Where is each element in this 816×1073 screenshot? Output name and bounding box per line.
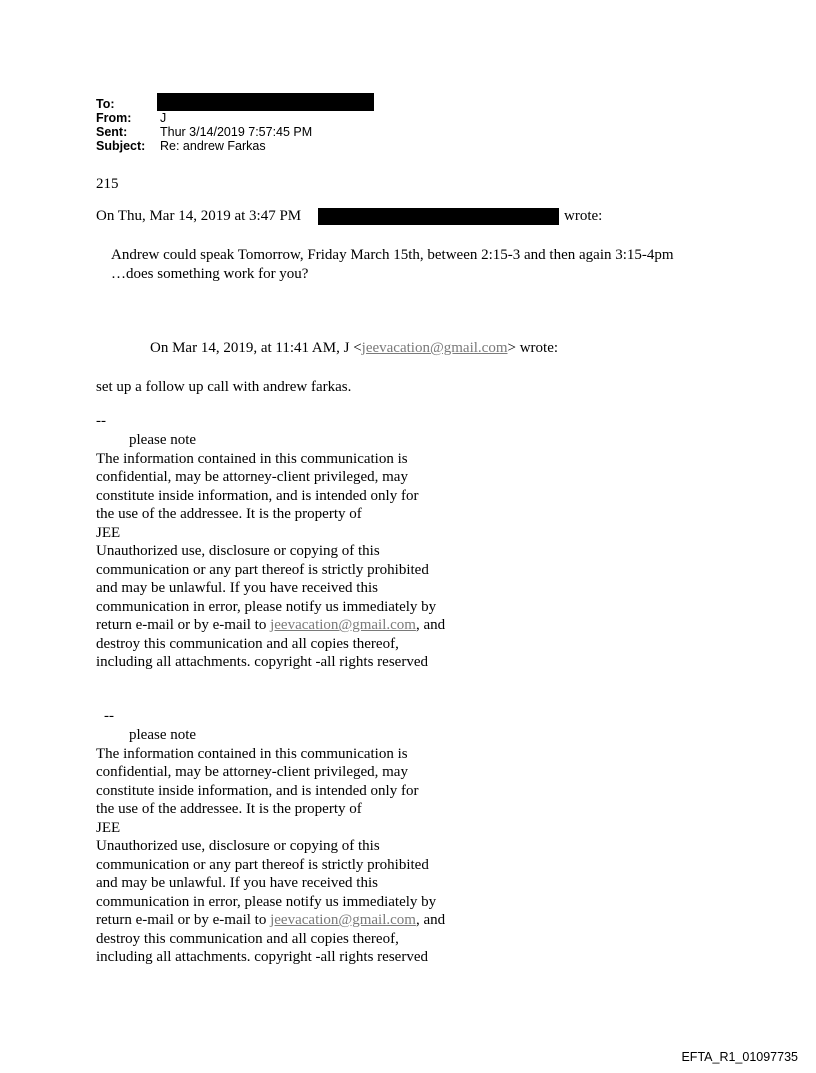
reply-text: 215: [96, 176, 119, 192]
signature-email-prefix: return e-mail or by e-mail to: [96, 617, 271, 633]
signature-line: communication or any part thereof is strictly prohibited: [96, 562, 429, 578]
signature-line: JEE: [96, 525, 121, 541]
sent-value: Thur 3/14/2019 7:57:45 PM: [160, 125, 313, 139]
quote1-prefix: On Thu, Mar 14, 2019 at 3:47 PM: [96, 208, 302, 224]
signature-line: destroy this communication and all copies thereof,: [96, 931, 399, 947]
signature-line: The information contained in this communication is: [96, 746, 408, 762]
signature-email-link[interactable]: jeevacation@gmail.com: [270, 617, 416, 633]
to-redaction: [157, 93, 374, 111]
subject-value: Re: andrew Farkas: [160, 139, 266, 153]
signature-line: confidential, may be attorney-client privileged, may: [96, 764, 408, 780]
signature-line: destroy this communication and all copies thereof,: [96, 636, 399, 652]
signature-line: communication in error, please notify us immediately by: [96, 894, 437, 910]
signature-email-suffix: , and: [415, 912, 446, 928]
signature-line: confidential, may be attorney-client privileged, may: [96, 469, 408, 485]
signature-line: constitute inside information, and is intended only for: [96, 488, 419, 504]
signature-email-suffix: , and: [415, 617, 446, 633]
quote1-line1: Andrew could speak Tomorrow, Friday March 15th, between 2:15-3 and then again 3:15-4pm: [111, 247, 674, 263]
signature-line: including all attachments. copyright -all rights reserved: [96, 949, 428, 965]
signature-please-note: please note: [129, 432, 197, 448]
signature-please-note: please note: [129, 727, 197, 743]
signature-line: the use of the addressee. It is the property of: [96, 506, 362, 522]
signature-line: Unauthorized use, disclosure or copying of this: [96, 543, 380, 559]
sender-redaction: [318, 208, 559, 225]
signature-email-link[interactable]: jeevacation@gmail.com: [270, 912, 416, 928]
signature-line: JEE: [96, 820, 121, 836]
from-value: J: [160, 111, 167, 125]
quote2-suffix: > wrote:: [507, 340, 559, 356]
signature-email-prefix: return e-mail or by e-mail to: [96, 912, 271, 928]
signature-dashes: --: [96, 413, 106, 429]
signature-line: Unauthorized use, disclosure or copying of this: [96, 838, 380, 854]
quote2-prefix: On Mar 14, 2019, at 11:41 AM, J <: [150, 340, 362, 356]
signature-line: The information contained in this communication is: [96, 451, 408, 467]
signature-line: including all attachments. copyright -all rights reserved: [96, 654, 428, 670]
to-label: To:: [96, 97, 115, 111]
signature-line: the use of the addressee. It is the property of: [96, 801, 362, 817]
signature-line: [96, 911, 445, 930]
signature-dashes: --: [104, 708, 114, 724]
signature-line: and may be unlawful. If you have received this: [96, 580, 378, 596]
quote1-suffix: wrote:: [564, 208, 603, 224]
signature-line: and may be unlawful. If you have received this: [96, 875, 378, 891]
signature-line: constitute inside information, and is intended only for: [96, 783, 419, 799]
signature-line: communication in error, please notify us immediately by: [96, 599, 437, 615]
bates-number: EFTA_R1_01097735: [681, 1050, 798, 1064]
subject-label: Subject:: [96, 139, 146, 153]
sent-label: Sent:: [96, 125, 128, 139]
quote2-attribution: [150, 339, 558, 358]
from-label: From:: [96, 111, 132, 125]
quote2-email-link[interactable]: jeevacation@gmail.com: [361, 340, 508, 356]
quote1-line2: …does something work for you?: [111, 266, 309, 282]
signature-line: [96, 616, 445, 635]
signature-line: communication or any part thereof is strictly prohibited: [96, 857, 429, 873]
original-message: set up a follow up call with andrew farkas.: [96, 379, 352, 395]
